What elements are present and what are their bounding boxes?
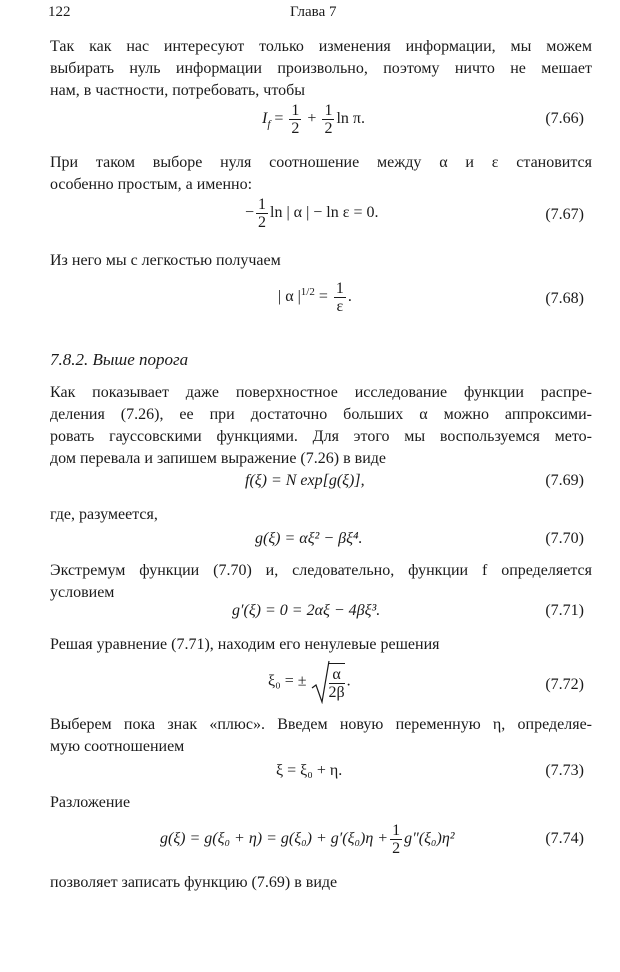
text-line: деления (7.26), ее при достаточно больших α можно аппроксими- [50,406,592,423]
text-line: позволяет записать функцию (7.69) в виде [50,874,338,891]
equation-number: (7.72) [545,676,584,693]
running-head: Глава 7 [290,4,337,20]
text-line: ровать гауссовскими функциями. Для этого мы воспользуемся мето- [50,428,592,445]
equation-7-67: − $\frac{1}{2}$ ln | α | − ln ε = 0. [245,196,379,231]
text-line: Так как нас интересуют только изменения информации, мы можем [50,38,592,55]
text-line: где, разумеется, [50,506,158,523]
paragraph-6 [50,560,592,604]
text-line: Из него мы с легкостью получаем [50,252,281,269]
paragraph-5 [50,504,592,526]
paragraph-4 [50,382,592,470]
paragraph-7 [50,634,592,656]
text-line: мую соотношением [50,738,185,755]
text-line: нам, в частности, потребовать, чтобы [50,82,306,99]
equation-7-74: g(ξ) = g(ξ₀ + η) = g(ξ₀) + g′(ξ₀)η + $\frac{1}{2}$ g″(ξ₀)η² [160,822,455,857]
paragraph-2 [50,152,592,196]
text-line: При таком выборе нуля соотношение между α и ε становится [50,154,592,171]
equation-number: (7.68) [545,290,584,307]
equation-7-70: g(ξ) = αξ² − βξ⁴. [255,530,363,547]
section-heading: 7.8.2. Выше порога [50,350,189,369]
equation-7-71: g′(ξ) = 0 = 2αξ − 4βξ³. [232,602,381,619]
equation-number: (7.67) [545,206,584,223]
paragraph-9 [50,792,592,814]
text-line: Как показывает даже поверхностное исследование функции распре- [50,384,592,401]
equation-number: (7.71) [545,602,584,619]
equation-number: (7.73) [545,762,584,779]
equation-7-66: $I_f$ = $\frac{1}{2}$ + $\frac{1}{2}$ ln π. [262,102,365,137]
text-line: выбирать нуль информации произвольно, поэтому ничто не мешает [50,60,592,77]
page-number: 122 [48,4,71,20]
paragraph-10 [50,872,592,894]
equation-number: (7.66) [545,110,584,127]
text-line: особенно простым, а именно: [50,176,253,193]
text-line: Разложение [50,794,131,811]
square-root: $\frac{\alpha}{2\beta}$ [311,660,347,704]
text-line: Решая уравнение (7.71), находим его ненулевые решения [50,636,440,653]
equation-number: (7.70) [545,530,584,547]
equation-7-68: | α $|^{1/2}$ = $\frac{1}{\varepsilon}$ . [278,280,352,315]
equation-7-69: f(ξ) = N exp[g(ξ)], [245,472,365,489]
equation-7-72: ξ₀ = ± $\frac{\alpha}{2\beta}$ . [268,660,351,704]
equation-7-73: ξ = ξ₀ + η. [276,762,343,779]
text-line: Выберем пока знак «плюс». Введем новую переменную η, определяе- [50,716,592,733]
paragraph-3 [50,250,592,272]
text-line: условием [50,584,115,601]
text-line: Экстремум функции (7.70) и, следовательно, функции f определяется [50,562,592,579]
equation-number: (7.74) [545,830,584,847]
paragraph-8 [50,714,592,758]
paragraph-1 [50,36,592,102]
text-line: дом перевала и запишем выражение (7.26) в виде [50,450,386,467]
equation-number: (7.69) [545,472,584,489]
